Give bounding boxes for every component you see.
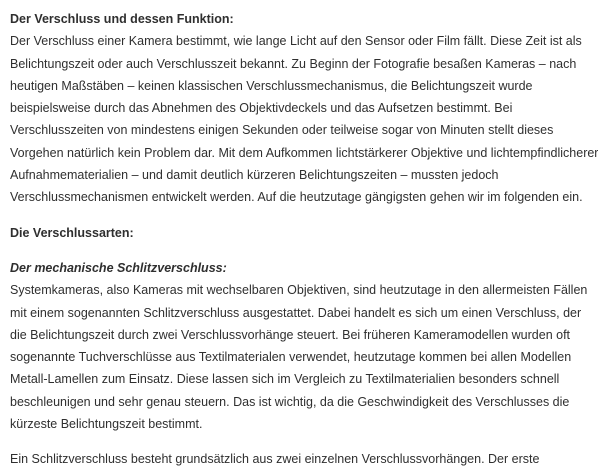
paragraph-line: kürzeste Belichtungszeit bestimmt.: [10, 417, 203, 432]
paragraph-line: Vorgehen natürlich kein Problem dar. Mit dem Aufkommen lichtstärkerer Objektive und lichtempfindlicherer: [10, 145, 598, 160]
paragraph-shutter-function: [10, 30, 598, 208]
paragraph-gap: [10, 435, 591, 448]
paragraph-line: Belichtungszeit oder auch Verschlusszeit bekannt. Zu Beginn der Fotografie besaßen Kameras – nach: [10, 56, 577, 71]
paragraph-line: Systemkameras, also Kameras mit wechselbaren Objektiven, sind heutzutage in den allermeisten Fällen: [10, 283, 588, 298]
section-heading-shutter-function: Der Verschluss und dessen Funktion:: [10, 12, 234, 26]
paragraph-gap: [10, 244, 591, 257]
paragraph-line: Aufnahmematerialien – und damit deutlich kürzeren Belichtungszeiten – mussten jedoch: [10, 168, 499, 183]
paragraph-line: heutigen Maßstäben – keinen klassischen Verschlussmechanismus, die Belichtungszeit wurde: [10, 78, 533, 93]
paragraph-line: beispielsweise durch das Abnehmen des Objektivdeckels und das Aufsetzen bestimmt. Bei: [10, 101, 513, 116]
section-heading-shutter-types: Die Verschlussarten:: [10, 225, 134, 240]
paragraph-line: mit einem sogenannten Schlitzverschluss ausgestattet. Dabei handelt es sich um einen Verschluss, der: [10, 305, 582, 320]
paragraph-gap: [10, 209, 591, 222]
paragraph-line: die Belichtungszeit durch zwei Verschlussvorhänge steuert. Bei früheren Kameramodellen wurden oft: [10, 327, 571, 342]
paragraph-shutter-structure: [10, 448, 591, 470]
paragraph-line: Verschlusszeiten von mindestens einigen Sekunden oder teilweise sogar von Minuten stellt dieses: [10, 123, 554, 138]
paragraph-line: Der Verschluss einer Kamera bestimmt, wie lange Licht auf den Sensor oder Film fällt. Diese Zeit ist als: [10, 34, 582, 49]
paragraph-line: Metall-Lamellen zum Einsatz. Diese lassen sich im Vergleich zu Textilmaterialien besonders schnell: [10, 372, 560, 387]
paragraph-focal-plane-shutter: [10, 279, 591, 435]
subheading-focal-plane-shutter: Der mechanische Schlitzverschluss:: [10, 260, 227, 275]
paragraph-line: Ein Schlitzverschluss besteht grundsätzlich aus zwei einzelnen Verschlussvorhängen. Der erste: [10, 452, 540, 467]
paragraph-line: beschleunigen und sehr genau steuern. Das ist wichtig, da die Geschwindigkeit des Verschlusses die: [10, 394, 570, 409]
paragraph-line: Verschlussmechanismen entwickelt werden. Auf die heutzutage gängigsten gehen wir im folgenden ein.: [10, 190, 583, 205]
paragraph-line: sogenannte Tuchverschlüsse aus Textilmaterialen verwendet, heutzutage kommen bei allen Modellen: [10, 350, 572, 365]
